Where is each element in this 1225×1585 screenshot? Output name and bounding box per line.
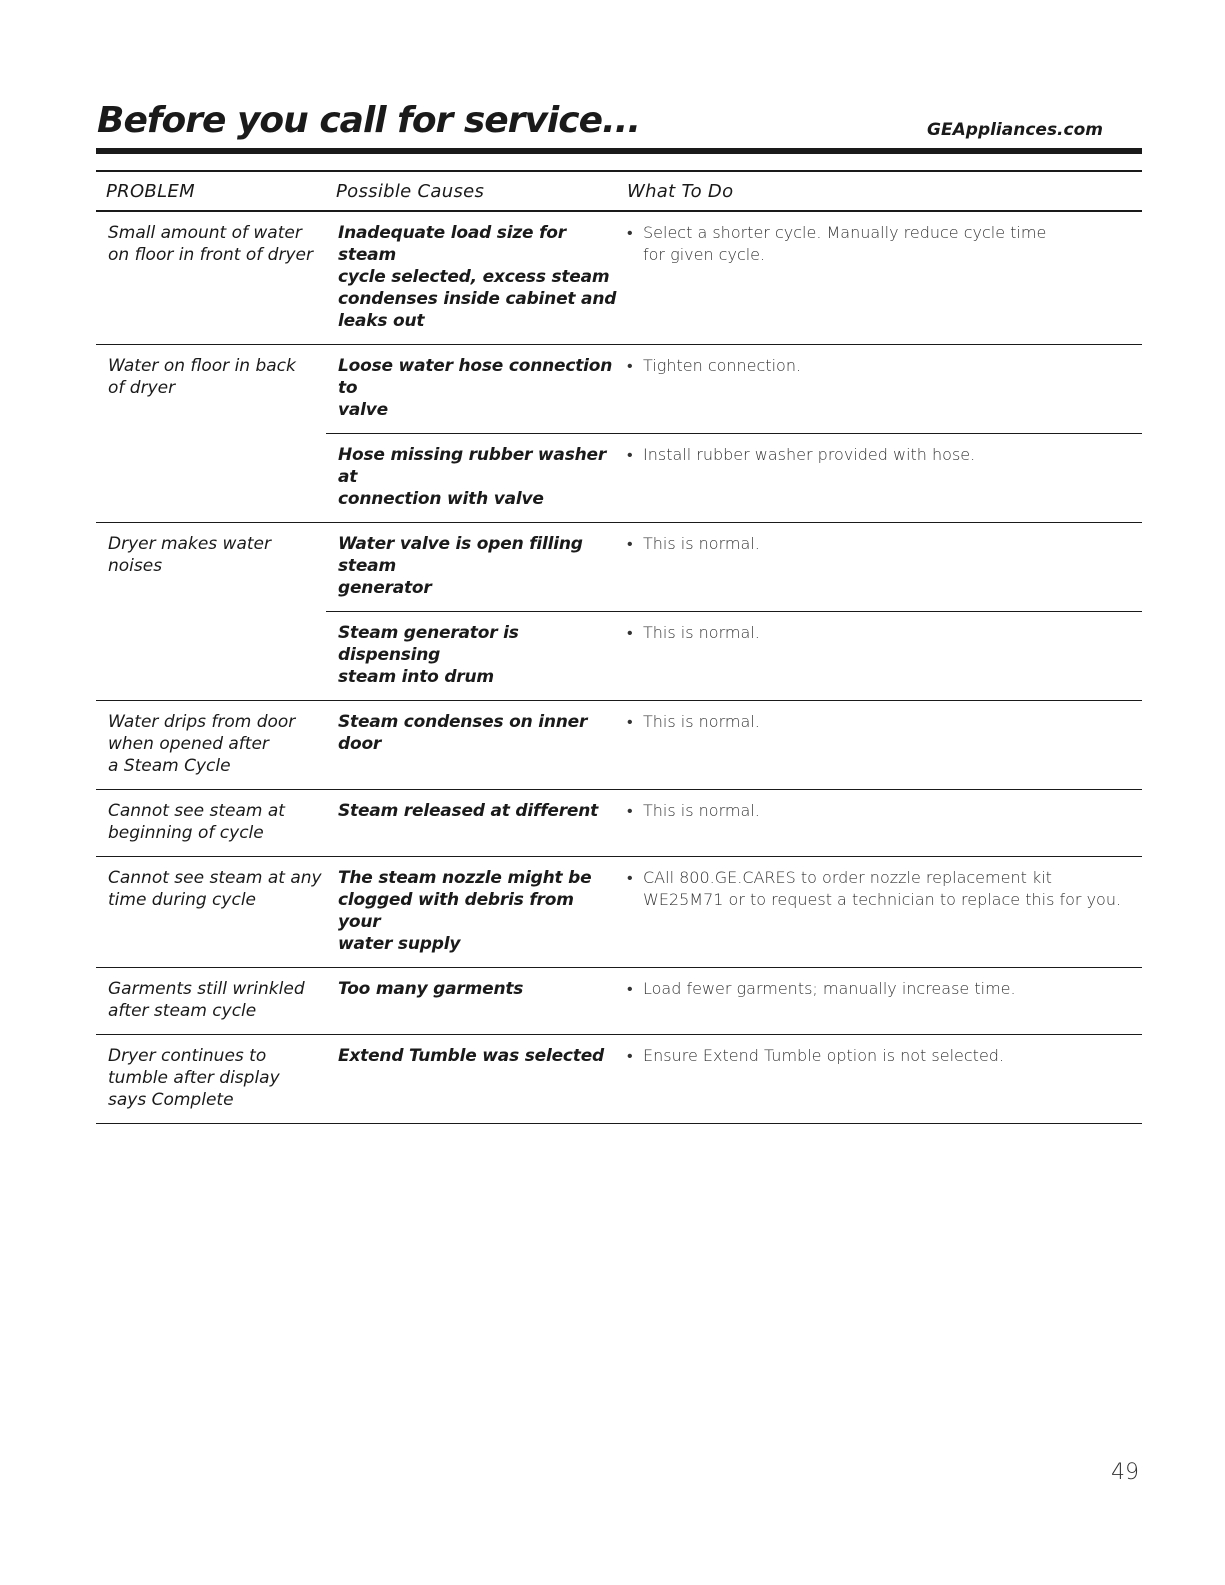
bullet-icon: • [627,1046,633,1065]
troubleshooting-table [96,170,1142,1124]
table-row [96,790,1142,857]
problem-cell: Cannot see steam at beginning of cycle [108,801,285,843]
causes-list [326,1035,1142,1123]
what-to-do-cell [617,345,1142,433]
cause-row [326,701,1142,767]
cause-cell: Extend Tumble was selected [338,1046,605,1066]
bullet-icon: • [627,712,633,731]
what-to-do-text: Select a shorter cycle. Manually reduce cycle time for given cycle. [643,223,1047,264]
causes-list [326,701,1142,789]
problem-cell: Water drips from door when opened after a Steam Cycle [108,712,296,776]
what-to-do-cell [617,1035,1142,1079]
title-rule [96,148,1142,154]
column-header-causes: Possible Causes [336,180,485,202]
what-to-do-cell [617,701,1142,767]
cause-row [326,611,1142,700]
cause-row [326,790,1142,834]
bullet-icon: • [627,623,633,642]
what-to-do-cell [617,523,1142,611]
cause-row [326,1035,1142,1079]
problem-cell: Small amount of water on floor in front of dryer [108,223,313,265]
cause-row [326,523,1142,611]
bullet-icon: • [627,979,633,998]
what-to-do-text: This is normal. [643,801,760,820]
what-to-do-text: Ensure Extend Tumble option is not selected. [643,1046,1005,1065]
cause-cell: The steam nozzle might be clogged with debris from your water supply [338,868,592,954]
cause-cell: Too many garments [338,979,524,999]
site-url: GEAppliances.com [927,120,1103,140]
what-to-do-cell [617,857,1142,967]
causes-list [326,968,1142,1034]
bullet-icon: • [627,801,633,820]
causes-list [326,790,1142,856]
bullet-icon: • [627,356,633,375]
table-row [96,1035,1142,1124]
bullet-icon: • [627,223,633,242]
cause-row [326,345,1142,433]
problem-cell: Dryer makes water noises [108,534,271,576]
bullet-icon: • [627,868,633,887]
what-to-do-text: This is normal. [643,623,760,642]
page-title: Before you call for service... [97,100,641,141]
cause-cell: Inadequate load size for steam cycle selected, excess steam condenses inside cabinet and leaks out [338,223,617,331]
problem-cell: Water on floor in back of dryer [108,356,296,398]
column-header-problem: PROBLEM [106,180,195,202]
what-to-do-text: CAll 800.GE.CARES to order nozzle replacement kit WE25M71 or to request a technician to replace this for you. [643,868,1122,909]
table-row [96,523,1142,701]
causes-list [326,345,1142,522]
problem-cell: Cannot see steam at any time during cycle [108,868,322,910]
problem-cell: Garments still wrinkled after steam cycle [108,979,305,1021]
table-row [96,701,1142,790]
column-header-what-to-do: What To Do [627,180,734,202]
what-to-do-cell [617,790,1142,834]
cause-cell: Steam generator is dispensing steam into drum [338,623,519,687]
what-to-do-cell [617,212,1142,344]
what-to-do-text: Load fewer garments; manually increase time. [643,979,1016,998]
table-row [96,212,1142,345]
table-body [96,212,1142,1124]
table-row [96,345,1142,523]
what-to-do-text: Install rubber washer provided with hose. [643,445,976,464]
cause-cell: Hose missing rubber washer at connection with valve [338,445,607,509]
bullet-icon: • [627,445,633,464]
cause-cell: Steam condenses on inner door [338,712,588,754]
table-header [96,170,1142,212]
table-row [96,857,1142,968]
causes-list [326,523,1142,700]
causes-list [326,212,1142,344]
cause-row [326,857,1142,967]
cause-cell: Loose water hose connection to valve [338,356,613,420]
causes-list [326,857,1142,967]
cause-row [326,212,1142,344]
cause-row [326,433,1142,522]
cause-cell: Water valve is open filling steam generator [338,534,583,598]
problem-cell: Dryer continues to tumble after display says Complete [108,1046,280,1110]
page-number: 49 [1111,1460,1139,1485]
bullet-icon: • [627,534,633,553]
what-to-do-text: This is normal. [643,712,760,731]
table-row [96,968,1142,1035]
cause-row [326,968,1142,1012]
what-to-do-text: Tighten connection. [643,356,802,375]
what-to-do-cell [617,968,1142,1012]
what-to-do-cell [617,612,1142,700]
what-to-do-text: This is normal. [643,534,760,553]
what-to-do-cell [617,434,1142,522]
cause-cell: Steam released at different [338,801,599,821]
